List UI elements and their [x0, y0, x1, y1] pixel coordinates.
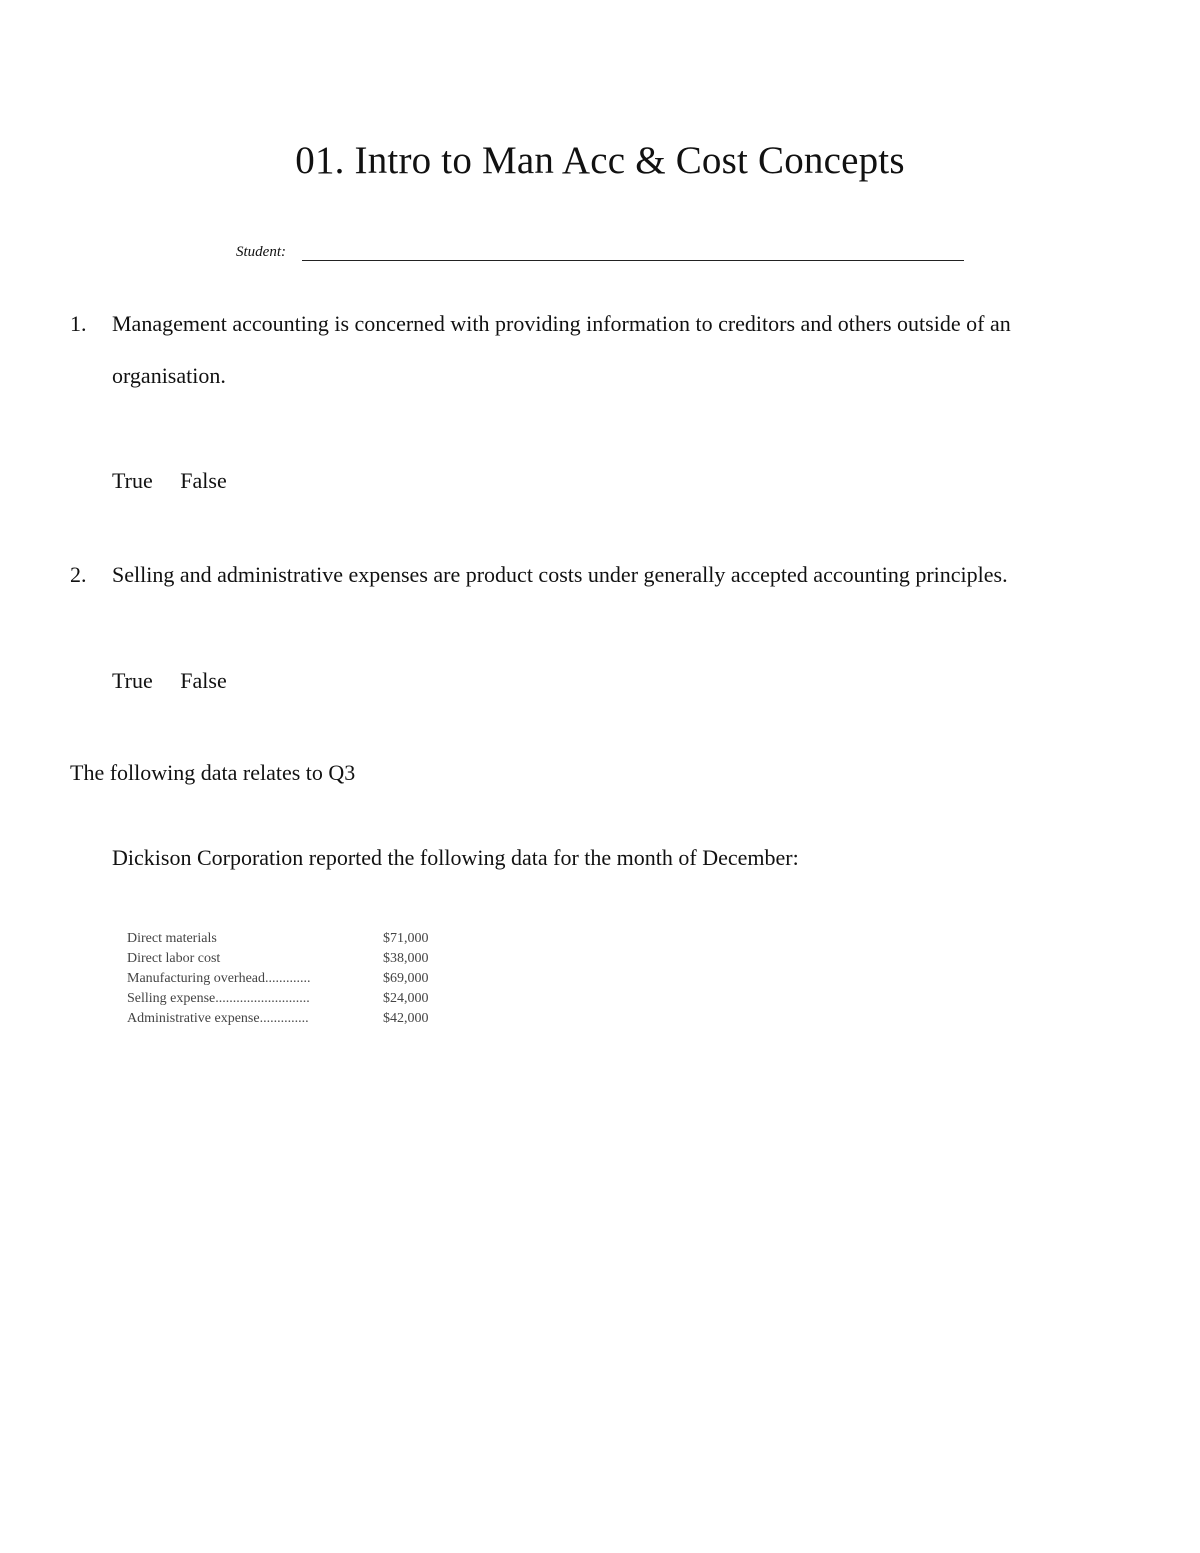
row-label: Manufacturing overhead.............: [127, 971, 311, 986]
question-2-number: 2.: [70, 562, 87, 587]
question-1-options: [112, 468, 227, 494]
question-2-false-option[interactable]: False: [180, 668, 227, 693]
row-label: Direct materials: [127, 931, 217, 946]
row-label: Selling expense...........................: [127, 991, 310, 1006]
row-value: $42,000: [383, 1011, 429, 1026]
row-value: $69,000: [383, 971, 429, 986]
question-2-options: [112, 668, 227, 694]
row-value: $24,000: [383, 991, 429, 1006]
row-value: $38,000: [383, 951, 429, 966]
question-1-true-option[interactable]: True: [112, 468, 153, 493]
question-2-text: Selling and administrative expenses are product costs under generally accepted accounting principles.: [112, 562, 1008, 587]
row-label: Administrative expense..............: [127, 1011, 309, 1026]
table-row: [127, 969, 439, 989]
scenario-text: Dickison Corporation reported the following data for the month of December:: [112, 845, 799, 870]
question-1-number: 1.: [70, 311, 87, 336]
student-name-blank-line: [302, 260, 964, 261]
table-row: [127, 929, 439, 949]
row-label: Direct labor cost: [127, 951, 221, 966]
document-title: 01. Intro to Man Acc & Cost Concepts: [295, 139, 905, 182]
question-2-true-option[interactable]: True: [112, 668, 153, 693]
row-value: $71,000: [383, 931, 429, 946]
table-row: [127, 949, 439, 969]
question-1-text: Management accounting is concerned with providing information to creditors and others outside of an organisation.: [112, 311, 1011, 388]
table-row: [127, 989, 439, 1009]
cost-data-table: [127, 929, 439, 1029]
student-name-row: [236, 242, 966, 264]
shared-data-intro: The following data relates to Q3: [70, 760, 356, 785]
question-1-false-option[interactable]: False: [180, 468, 227, 493]
student-label: Student:: [236, 244, 286, 260]
table-row: [127, 1009, 439, 1029]
